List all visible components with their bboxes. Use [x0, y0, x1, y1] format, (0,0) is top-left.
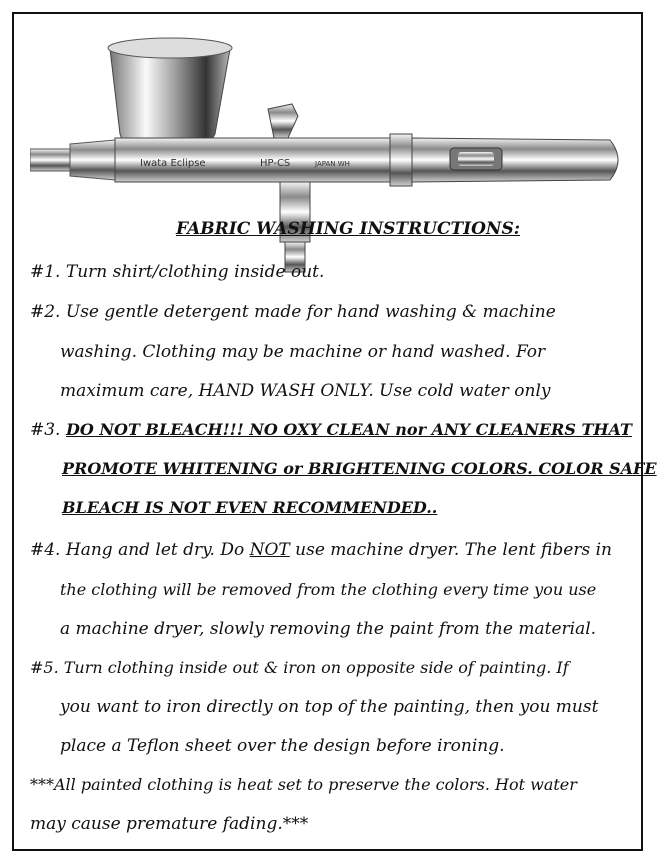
- item-3-line-2: PROMOTE WHITENING or BRIGHTENING COLORS. COLOR SAFE: [62, 459, 657, 478]
- item-4-text-b: use machine dryer. The lent fibers in: [295, 540, 612, 560]
- item-5-line-1: #5. Turn clothing inside out & iron on opposite side of painting. If: [30, 658, 569, 677]
- item-4-line-3: a machine dryer, slowly removing the paint from the material.: [60, 619, 597, 639]
- airbrush-brand-text: Iwata Eclipse: [140, 158, 206, 169]
- item-4-not-emphasis: NOT: [249, 540, 290, 560]
- item-2-line-3: maximum care, HAND WASH ONLY. Use cold water only: [60, 381, 551, 401]
- item-3-number: #3.: [30, 420, 61, 440]
- heat-set-note-line-2: may cause premature fading.***: [30, 814, 309, 834]
- airbrush-model-text: HP-CS: [260, 158, 291, 169]
- washing-instructions: [26, 0, 657, 861]
- item-4-line-1: [30, 540, 612, 560]
- item-1: #1. Turn shirt/clothing inside out.: [30, 262, 325, 282]
- heat-set-note-line-1: ***All painted clothing is heat set to preserve the colors. Hot water: [30, 775, 577, 794]
- item-5-line-3: place a Teflon sheet over the design before ironing.: [60, 736, 505, 756]
- item-4-text-a: #4. Hang and let dry. Do: [30, 540, 245, 560]
- item-2-line-1: #2. Use gentle detergent made for hand washing & machine: [30, 302, 556, 322]
- item-3-line-3: BLEACH IS NOT EVEN RECOMMENDED..: [62, 498, 438, 517]
- instructions-title: FABRIC WASHING INSTRUCTIONS:: [176, 219, 521, 239]
- item-5-line-2: you want to iron directly on top of the painting, then you must: [60, 697, 599, 717]
- item-4-line-2: the clothing will be removed from the clothing every time you use: [60, 580, 597, 599]
- item-2-line-2: washing. Clothing may be machine or hand washed. For: [60, 342, 546, 362]
- item-3-line-1: DO NOT BLEACH!!! NO OXY CLEAN nor ANY CLEANERS THAT: [66, 420, 632, 439]
- airbrush-country-text: JAPAN WH: [315, 160, 350, 168]
